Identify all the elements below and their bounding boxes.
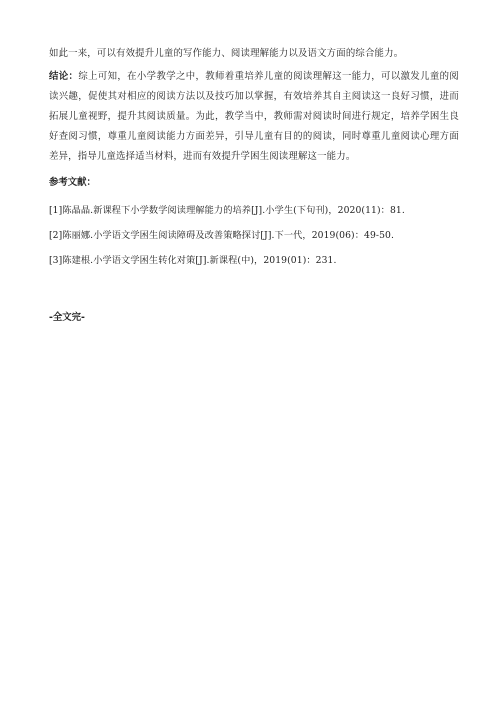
end-mark: -全文完- xyxy=(49,312,85,323)
reference-item: [3]陈建根.小学语文学困生转化对策[J].新课程(中)，2019(01)：231. xyxy=(49,255,337,266)
conclusion-label: 结论： xyxy=(49,71,79,82)
document-body xyxy=(49,44,459,278)
reference-item: [2]陈丽娜.小学语文学困生阅读障碍及改善策略探讨[J].下一代，2019(06)：49-50. xyxy=(49,230,395,241)
conclusion-paragraph xyxy=(49,67,459,167)
intro-paragraph: 如此一来，可以有效提升儿童的写作能力、阅读理解能力以及语文方面的综合能力。 xyxy=(49,48,404,59)
references-heading: 参考文献： xyxy=(49,177,96,188)
conclusion-text: 综上可知，在小学教学之中，教师着重培养儿童的阅读理解这一能力，可以激发儿童的阅读兴趣，促使其对相应的阅读方法以及技巧加以掌握，有效培养其自主阅读这一良好习惯，进而拓展儿童视野，提升其阅读质量。为此，教学当中，教师需对阅读时间进行规定，培养学困生良好查阅习惯，尊重儿童阅读能力方面差异，引导儿童有目的的阅读，同时尊重儿童阅读心理方面差异，指导儿童选择适当材料，进而有效提升学困生阅读理解这一能力。 xyxy=(49,71,459,162)
reference-item: [1]陈晶晶.新课程下小学数学阅读理解能力的培养[J].小学生(下旬刊)，2020(11)：81. xyxy=(49,205,405,216)
references-list xyxy=(49,203,459,269)
